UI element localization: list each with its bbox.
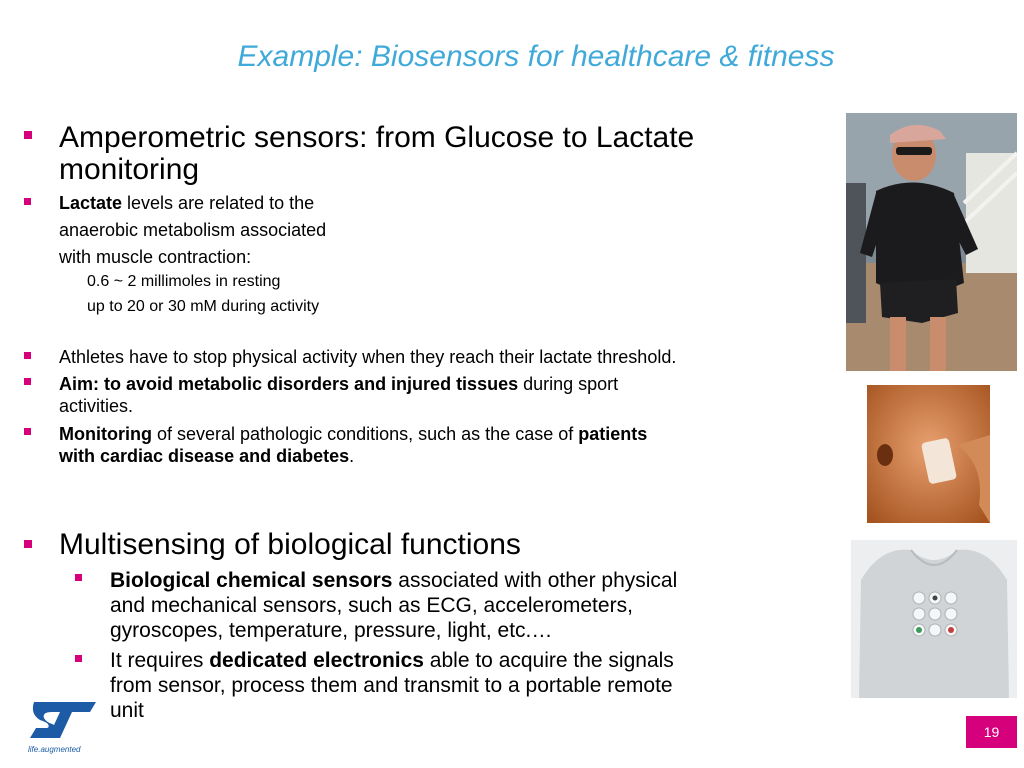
bullet-electronics-line2: from sensor, process them and transmit to a portable remote: [110, 674, 673, 697]
bullet-amperometric-line2: monitoring: [59, 153, 200, 186]
bullet-marker: [24, 540, 32, 548]
lactate-resting-level: 0.6 ~ 2 millimoles in resting: [87, 273, 281, 290]
bullet-electronics-line3: unit: [110, 699, 144, 722]
bullet-electronics-line1: [110, 649, 674, 672]
bullet-marker: [24, 428, 31, 435]
page-number: 19: [966, 716, 1017, 748]
bullet-electronics-pre: It requires: [110, 649, 210, 672]
slide-title: Example: Biosensors for healthcare & fitness: [237, 40, 835, 73]
bullet-monitoring-line1: [59, 423, 647, 445]
bullet-chemical-line2: and mechanical sensors, such as ECG, accelerometers,: [110, 594, 633, 617]
bullet-chemical-bold: Biological chemical sensors: [110, 569, 393, 592]
bullet-marker: [24, 352, 31, 359]
sub-bullet-marker: [75, 655, 82, 662]
bullet-electronics-bold: dedicated electronics: [209, 649, 424, 672]
bullet-chemical-line3: gyroscopes, temperature, pressure, light, etc.…: [110, 619, 553, 642]
bullet-aim-rest: during sport: [518, 374, 619, 394]
bullet-lactate-line1: [59, 192, 314, 214]
bullet-lactate-rest: levels are related to the: [122, 193, 315, 213]
bullet-lactate-bold: Lactate: [59, 193, 123, 213]
sub-bullet-marker: [75, 574, 82, 581]
skin-patch-photo: [867, 385, 990, 523]
lactate-activity-level: up to 20 or 30 mM during activity: [87, 298, 320, 315]
bullet-aim-line2: activities.: [59, 396, 134, 416]
bullet-multisensing: Multisensing of biological functions: [59, 528, 521, 561]
bullet-chemical-line1: [110, 569, 677, 592]
bullet-chemical-rest: associated with other physical: [392, 569, 678, 592]
bullet-marker: [24, 131, 32, 139]
chest-sensor-photo: [851, 540, 1017, 698]
company-logo: [28, 700, 100, 756]
bullet-amperometric-line1: Amperometric sensors: from Glucose to Lactate: [59, 121, 695, 154]
runner-photo: [846, 113, 1017, 371]
bullet-lactate-line2: anaerobic metabolism associated: [59, 220, 327, 240]
bullet-marker: [24, 198, 31, 205]
bullet-monitoring-bold-patients: patients: [578, 424, 648, 444]
bullet-athletes: Athletes have to stop physical activity when they reach their lactate threshold.: [59, 347, 677, 367]
bullet-monitoring-bold-diseases: with cardiac disease and diabetes: [59, 446, 350, 466]
bullet-aim-bold: Aim: to avoid metabolic disorders and injured tissues: [59, 374, 519, 394]
logo-tagline: life.augmented: [28, 745, 81, 754]
bullet-monitoring-end: .: [349, 446, 355, 466]
bullet-aim-line1: [59, 373, 618, 395]
bullet-monitoring-line2: [59, 445, 354, 467]
bullet-electronics-rest: able to acquire the signals: [423, 649, 674, 672]
bullet-monitoring-bold: Monitoring: [59, 424, 152, 444]
bullet-monitoring-rest: of several pathologic conditions, such as the case of: [151, 424, 579, 444]
bullet-marker: [24, 378, 31, 385]
bullet-lactate-line3: with muscle contraction:: [59, 247, 252, 267]
